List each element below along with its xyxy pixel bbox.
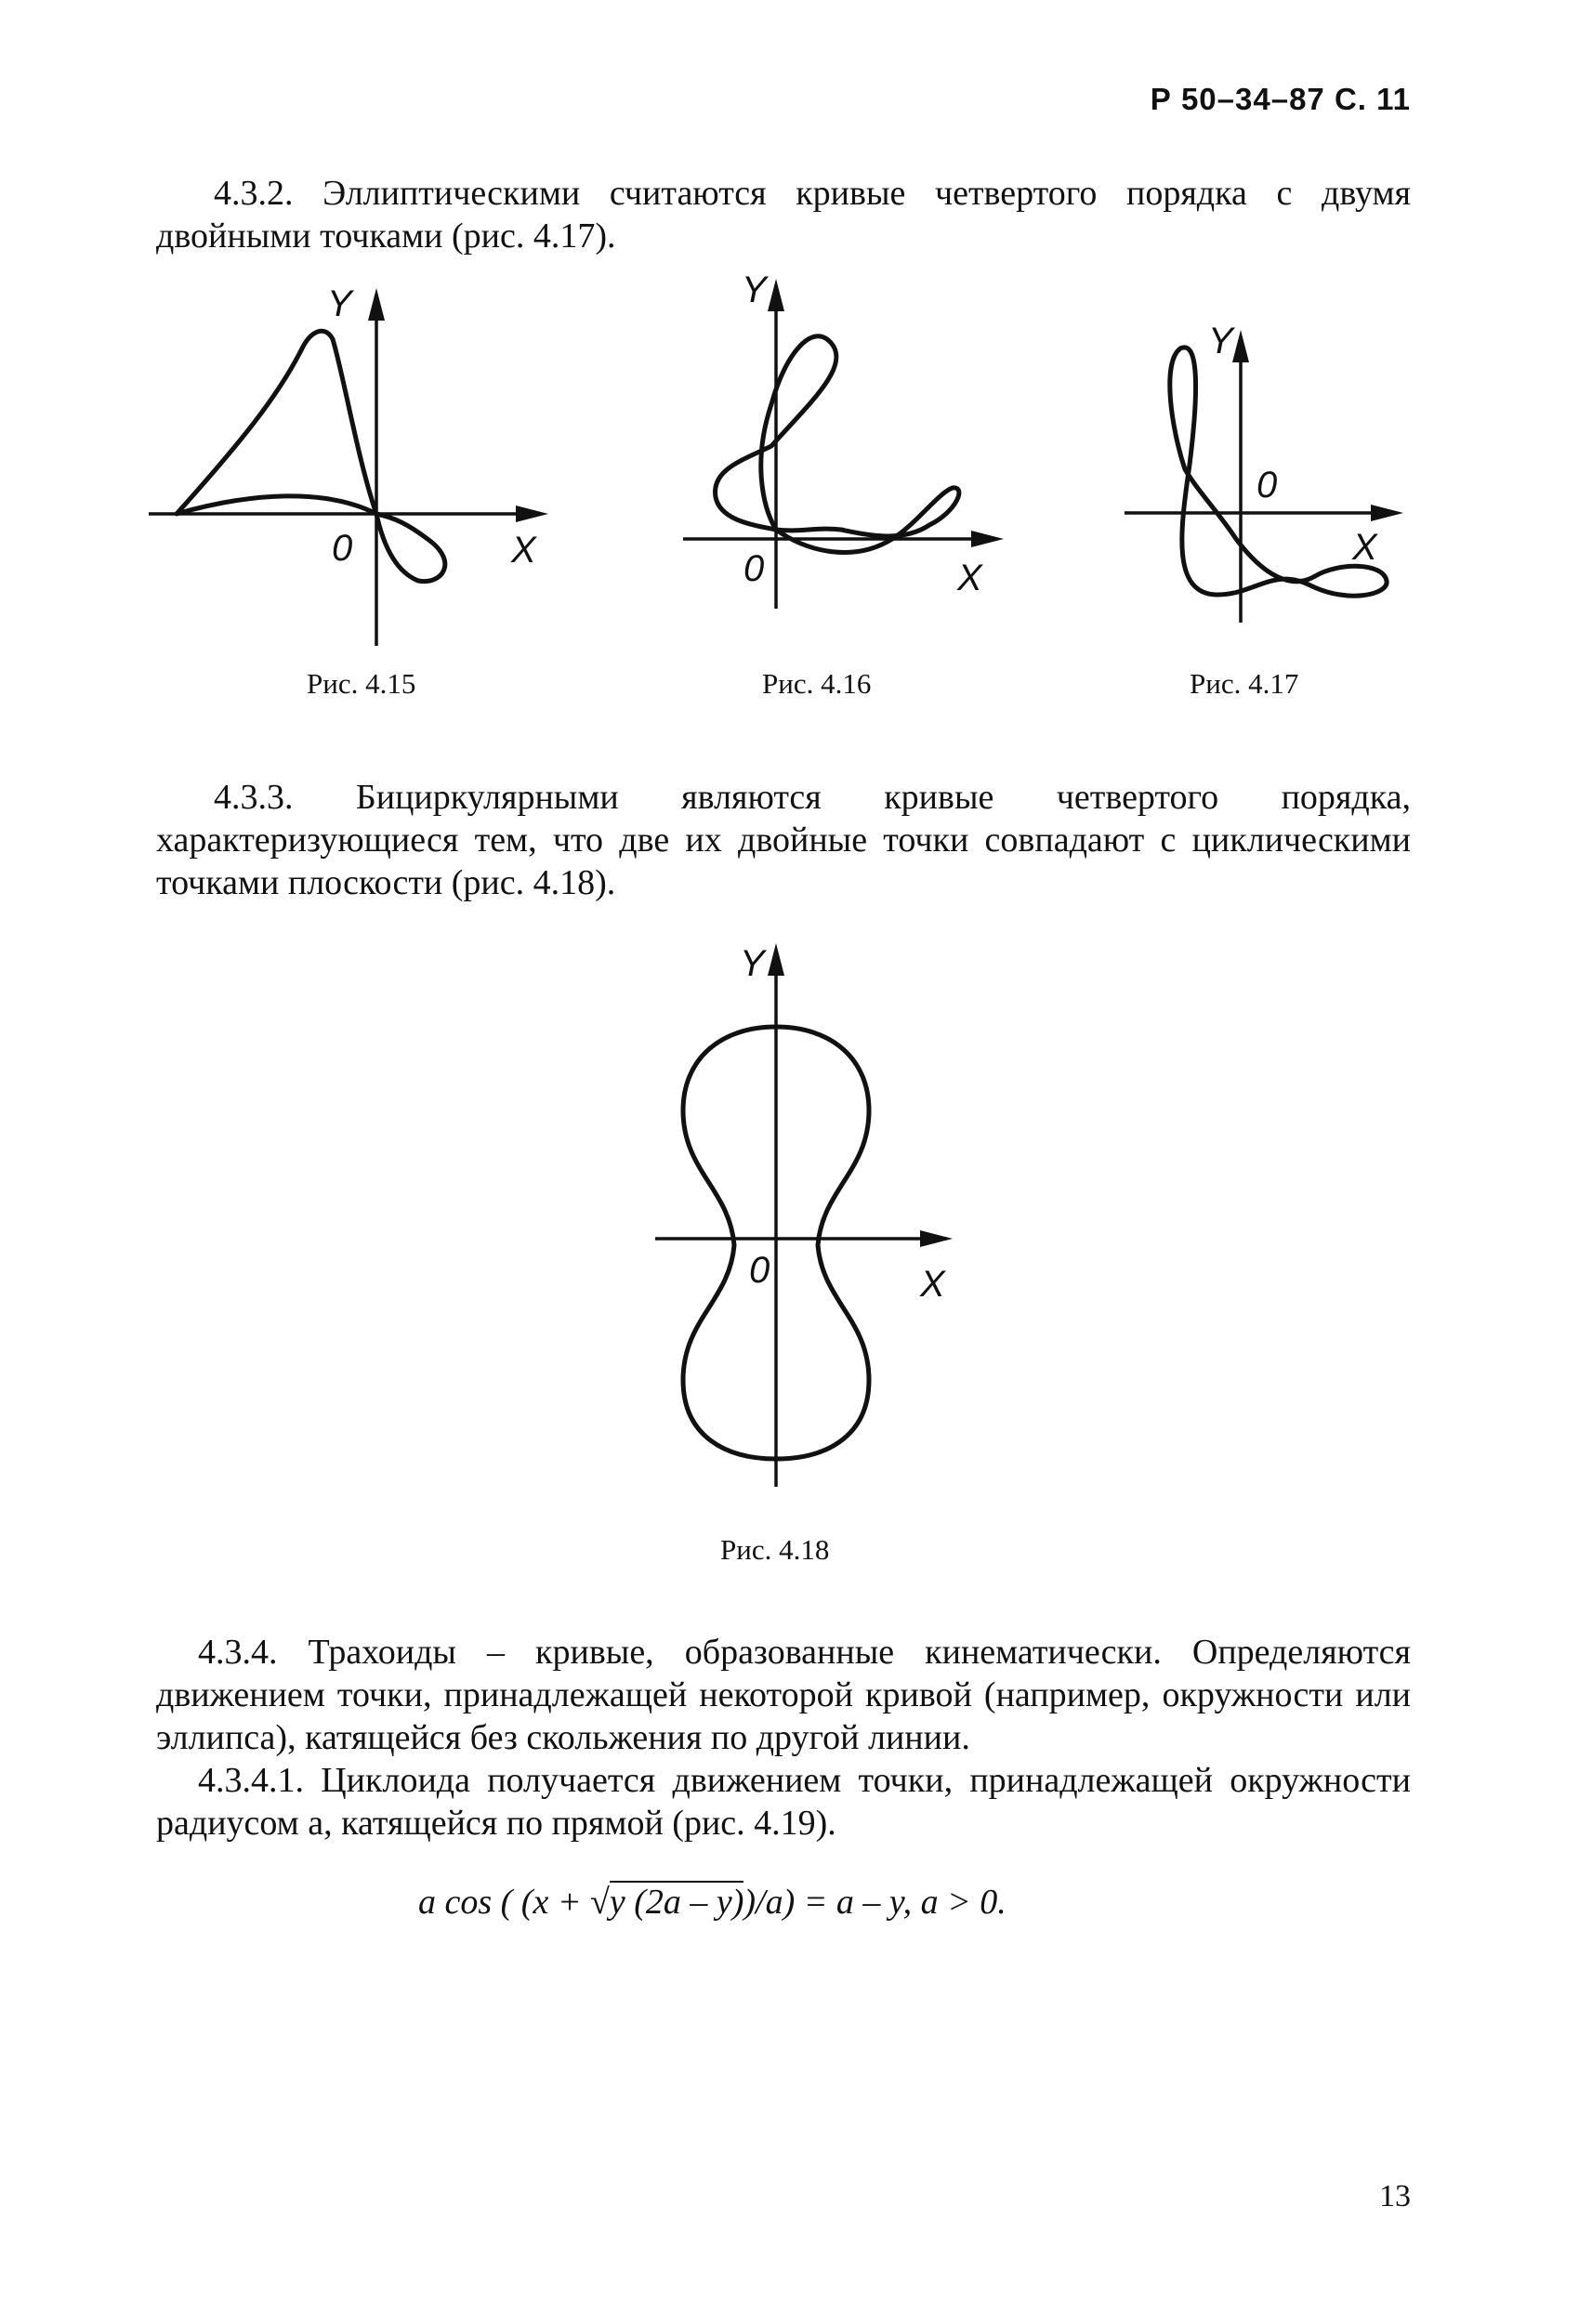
- paragraph-4-3-2: 4.3.2. Эллиптическими считаются кривые четвертого порядка с двумя двойными точками (рис. 4.17).: [156, 174, 1411, 256]
- caption-4-17: Рис. 4.17: [1190, 667, 1299, 700]
- figure-4-16: [669, 265, 1022, 618]
- y-axis-label: Y: [327, 283, 352, 324]
- y-axis-label: Y: [742, 269, 767, 310]
- caption-4-18: Рис. 4.18: [720, 1533, 830, 1566]
- x-axis-label: X: [1352, 527, 1377, 568]
- y-axis-arrow: [768, 279, 784, 311]
- page-header: Р 50–34–87 С. 11: [1150, 82, 1411, 116]
- figure-4-18: [641, 929, 985, 1505]
- x-axis-arrow: [971, 531, 1004, 547]
- formula-sqrt-content: y (2a – y): [609, 1883, 744, 1922]
- origin-label: 0: [749, 1250, 770, 1291]
- y-axis-arrow: [768, 943, 784, 976]
- formula-sqrt-sign: √: [589, 1883, 610, 1922]
- x-axis-arrow: [516, 506, 548, 522]
- figure-4-15: [139, 274, 567, 655]
- cycloid-formula: [418, 1882, 1007, 1923]
- paragraph-4-3-4: 4.3.4. Трахоиды – кривые, образованные кинематически. Определяются движением точки, принадлежащей некоторой кривой (например, окружности или эллипса), катящейся без скольжения по другой линии.: [156, 1633, 1411, 1757]
- origin-label: 0: [332, 528, 353, 569]
- curve-4-15: [177, 331, 445, 581]
- caption-4-16: Рис. 4.16: [762, 667, 872, 700]
- origin-label: 0: [1256, 465, 1278, 506]
- curve-4-16: [716, 336, 959, 553]
- y-axis-label: Y: [1208, 321, 1233, 361]
- y-axis-label: Y: [740, 943, 765, 984]
- page-number: 13: [1379, 2179, 1411, 2213]
- paragraph-4-3-4-1: 4.3.4.1. Циклоида получается движением точки, принадлежащей окружности радиусом a, катящейся по прямой (рис. 4.19).: [156, 1761, 1411, 1843]
- formula-left: a cos ( (x +: [418, 1883, 590, 1922]
- y-axis-arrow: [1232, 330, 1249, 362]
- x-axis-label: X: [957, 558, 982, 598]
- figure-4-17: [1115, 316, 1422, 632]
- x-axis-label: X: [920, 1264, 945, 1305]
- x-axis-arrow: [1371, 505, 1403, 521]
- y-axis-arrow: [368, 288, 385, 321]
- paragraph-4-3-3: 4.3.3. Бициркулярными являются кривые четвертого порядка, характеризующиеся тем, что две их двойные точки совпадают с циклическими точками плоскости (рис. 4.18).: [156, 778, 1411, 902]
- formula-right: )/a) = a – y, a > 0.: [743, 1883, 1007, 1922]
- x-axis-arrow: [920, 1230, 953, 1247]
- caption-4-15: Рис. 4.15: [307, 667, 416, 700]
- origin-label: 0: [743, 548, 765, 589]
- x-axis-label: X: [511, 530, 536, 571]
